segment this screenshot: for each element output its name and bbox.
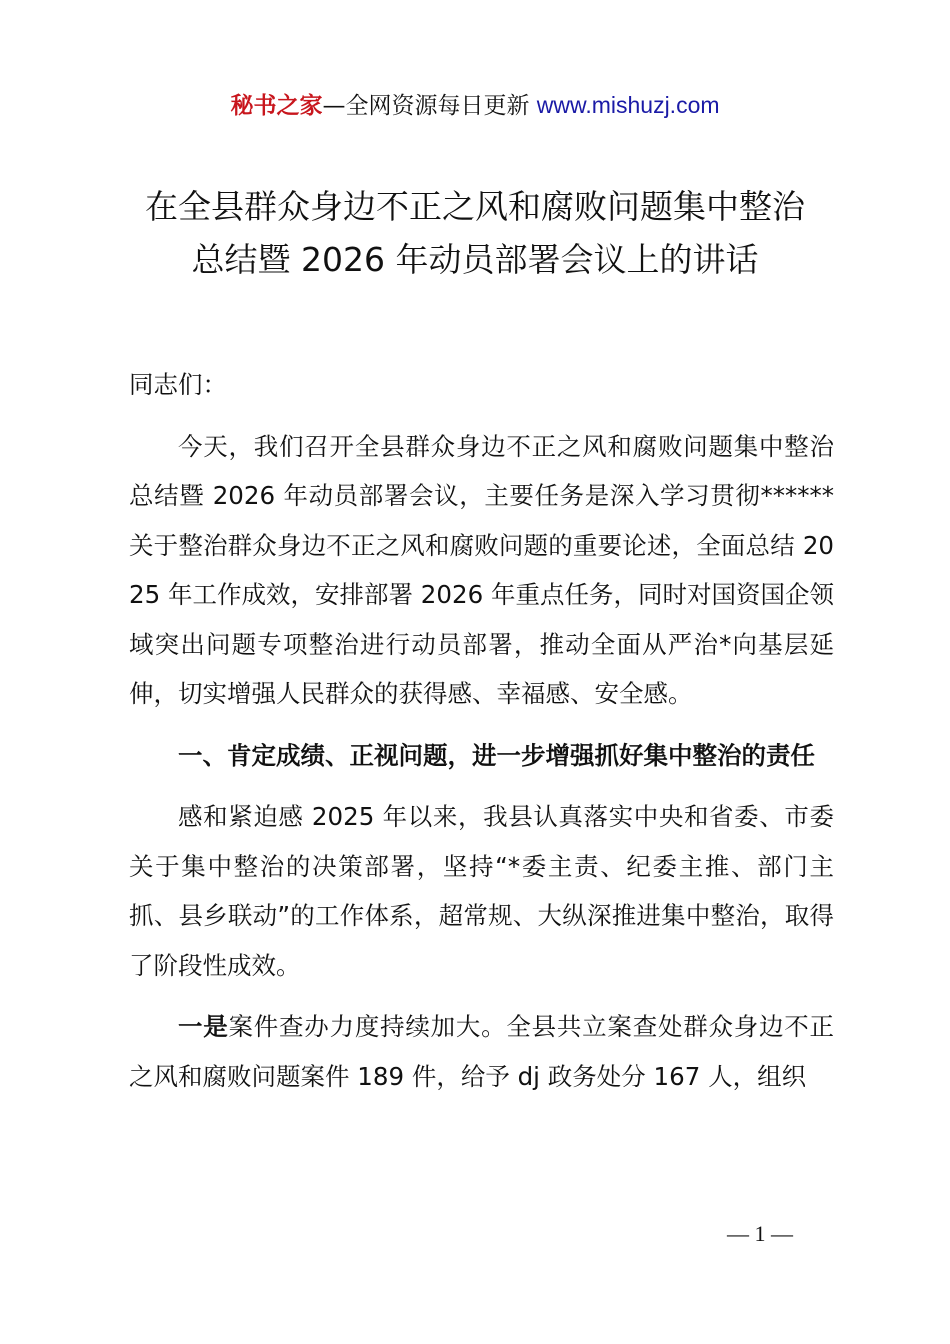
section-paragraph: 感和紧迫感 2025 年以来，我县认真落实中央和省委、市委关于集中整治的决策部署，坚持“*委主责、纪委主推、部门主抓、县乡联动”的工作体系，超常规、大纵深推进集中整治，取得了阶段性成效。: [129, 802, 834, 980]
document-body: [129, 360, 834, 1101]
title-line-1: 在全县群众身边不正之风和腐败问题集中整治: [145, 187, 805, 226]
salutation: 同志们：: [129, 370, 227, 399]
document-title: [100, 180, 850, 286]
section-heading-text: 一、肯定成绩、正视问题，进一步增强抓好集中整治的责任: [178, 740, 815, 770]
point-text: 案件查办力度持续加大。全县共立案查处群众身边不正之风和腐败问题案件 189 件，给予 dj 政务处分 167 人，组织: [129, 1012, 835, 1091]
point-paragraph: [129, 1002, 834, 1101]
title-line-2: 总结暨 2026 年动员部署会议上的讲话: [191, 240, 759, 279]
site-url-link[interactable]: www.mishuzj.com: [536, 92, 720, 118]
section-heading: [129, 731, 834, 781]
point-lead: 一是: [178, 1012, 229, 1041]
brand-name: 秘书之家: [230, 93, 323, 119]
page-number: — 1 —: [727, 1221, 793, 1246]
header-tagline: —全网资源每日更新: [322, 93, 537, 119]
site-header: [0, 88, 950, 123]
intro-paragraph: 今天，我们召开全县群众身边不正之风和腐败问题集中整治总结暨 2026 年动员部署会议，主要任务是深入学习贯彻******关于整治群众身边不正之风和腐败问题的重要论述，全面总结 2025 年工作成效，安排部署 2026 年重点任务，同时对国资国企领域突出问题专项整治进行动员部署，推动全面从严治*向基层延伸，切实增强人民群众的获得感、幸福感、安全感。: [129, 431, 834, 708]
